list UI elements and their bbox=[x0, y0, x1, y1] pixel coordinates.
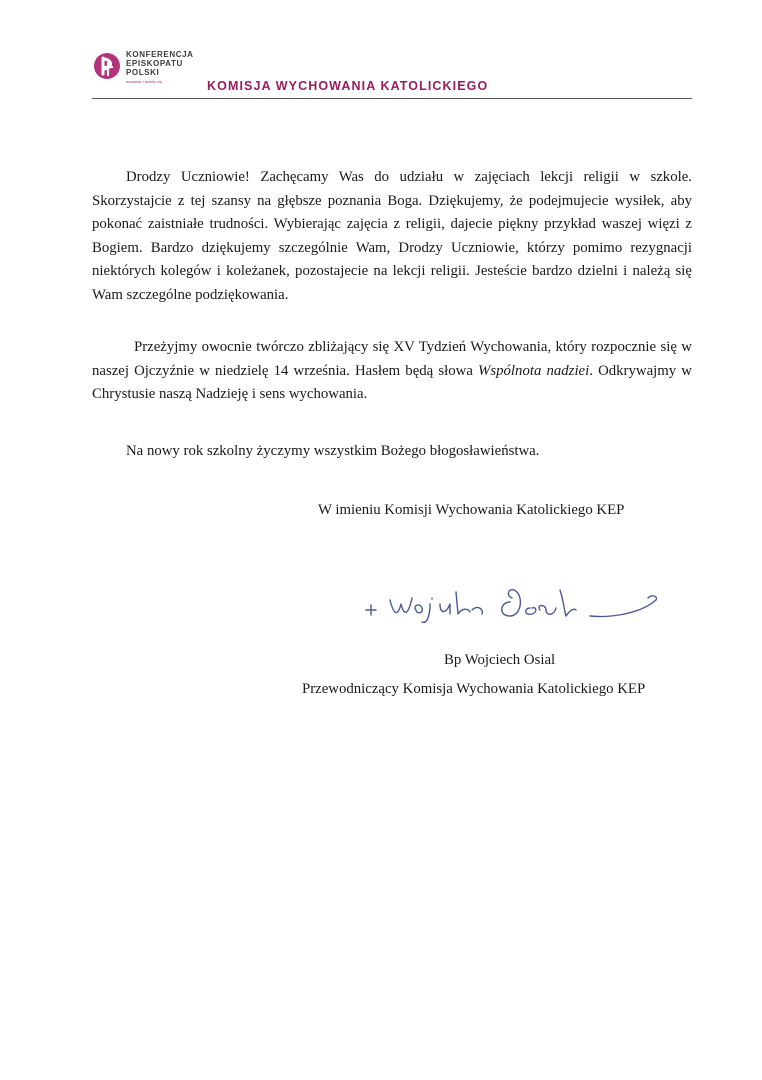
handwritten-signature bbox=[360, 580, 660, 626]
signer-name: Bp Wojciech Osial bbox=[444, 652, 556, 668]
on-behalf-line: W imieniu Komisji Wychowania Katolickiego KEP bbox=[318, 502, 625, 518]
paragraph-2-text-end: . Odkrywajmy w Chrystusie naszą Nadzieję i sens wychowania. bbox=[92, 362, 692, 402]
paragraph-2 bbox=[92, 336, 692, 407]
kep-logo bbox=[92, 48, 212, 90]
logo-line-1: KONFERENCJA bbox=[126, 50, 194, 59]
paragraph-1 bbox=[92, 166, 692, 307]
logo-line-2: EPISKOPATU bbox=[126, 59, 183, 68]
paragraph-3: Na nowy rok szkolny życzymy wszystkim Bożego błogosławieństwa. bbox=[126, 443, 540, 459]
paragraph-1-text: Drodzy Uczniowie! Zachęcamy Was do udziału w zajęciach lekcji religii w szkole. Skorzystajcie z tej szansy na głębsze poznania Boga. Dziękujemy, że podejmujecie wysiłek, aby pokonać zaistniałe trudności. Wybierając zajęcia z religii, dajecie piękny przykład waszej więzi z Bogiem. Bardzo dziękujemy szczególnie Wam, Drodzy Uczniowie, którzy pomimo rezygnacji niektórych kolegów i koleżanek, pozostajecie na lekcji religii. Jesteście bardzo dzielni i należą się Wam szczególne podziękowania. bbox=[92, 169, 692, 303]
logo-tagline: wzrastać i dzielić się bbox=[126, 79, 163, 84]
signer-title: Przewodniczący Komisja Wychowania Katolickiego KEP bbox=[302, 681, 646, 697]
logo-line-3: POLSKI bbox=[126, 68, 160, 77]
letterhead bbox=[92, 48, 692, 99]
kep-logo-text bbox=[126, 50, 194, 77]
commission-title: KOMISJA WYCHOWANIA KATOLICKIEGO bbox=[207, 79, 489, 93]
paragraph-2-text-start: Przeżyjmy owocnie twórczo zbliżający się XV Tydzień Wychowania, który rozpocznie się w naszej Ojczyźnie w niedzielę 14 września. Hasłem będą słowa bbox=[92, 339, 692, 379]
paragraph-2-italic-motto: Wspólnota nadziei bbox=[478, 362, 590, 379]
kep-logo-cross-icon bbox=[93, 52, 121, 80]
